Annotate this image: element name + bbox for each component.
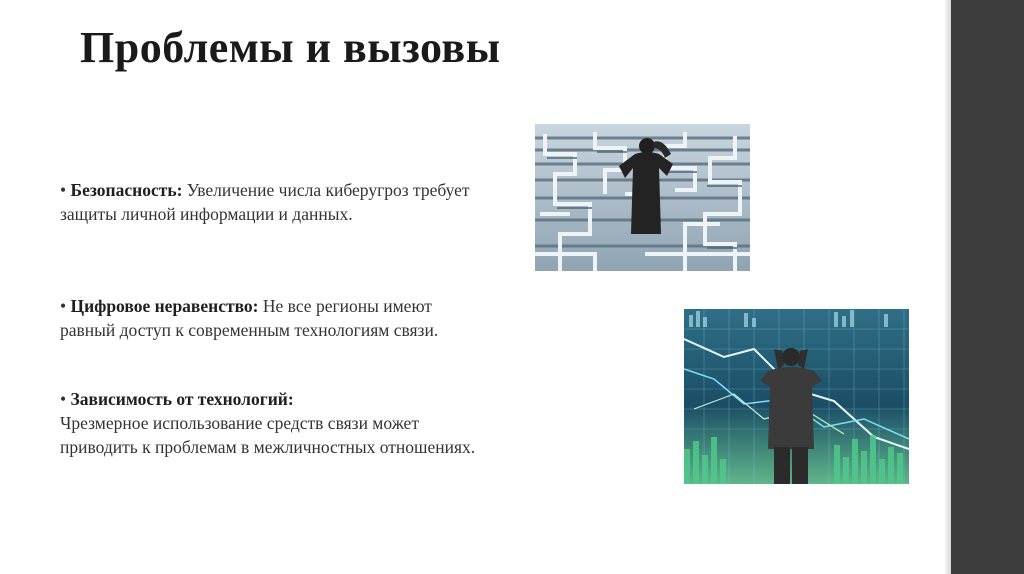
bullet-marker: • [60, 389, 67, 409]
bullet-heading: Цифровое неравенство: [70, 296, 259, 316]
bullet-heading: Зависимость от технологий: [70, 389, 294, 409]
bullet-heading: Безопасность: [70, 180, 183, 200]
bullet-marker: • [60, 180, 67, 200]
bullet-digital-divide [60, 294, 490, 342]
maze-image [535, 124, 750, 271]
maze-illustration [535, 124, 750, 271]
bullet-tech-dependence [60, 387, 490, 459]
stock-chart-illustration [684, 309, 909, 484]
bullet-marker: • [60, 296, 67, 316]
slide-title: Проблемы и вызовы [80, 23, 501, 72]
bullet-security [60, 178, 490, 226]
bullet-text: Не все регионы имеют равный доступ к современным технологиям связи. [60, 296, 439, 340]
bullet-text: Увеличение числа киберугроз требует защиты личной информации и данных. [60, 180, 470, 224]
stock-chart-image [684, 309, 909, 484]
bullet-text: Чрезмерное использование средств связи может приводить к проблемам в межличностных отношениях. [60, 413, 476, 457]
side-panel [951, 0, 1024, 574]
